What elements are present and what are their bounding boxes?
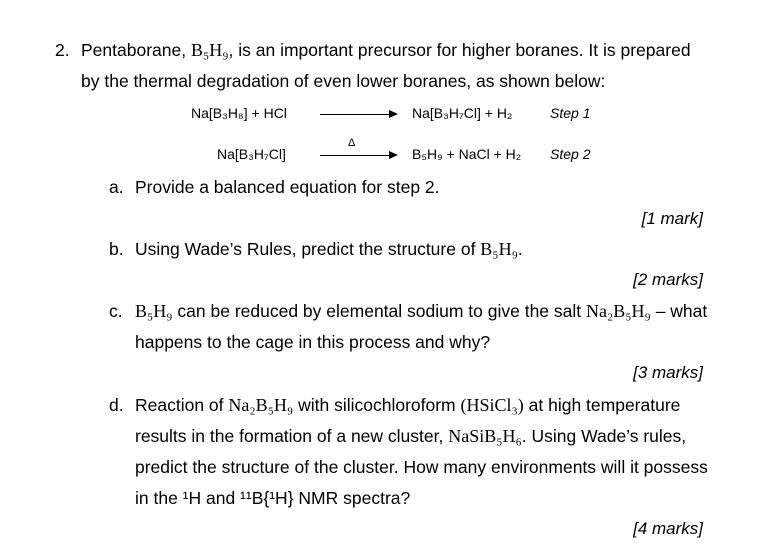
question-intro-line-2: by the thermal degradation of even lower boranes, as shown below: xyxy=(81,71,606,91)
part-a-text: Provide a balanced equation for step 2. xyxy=(135,177,440,197)
part-c-line-2: happens to the cage in this process and why? xyxy=(135,332,491,352)
formula-b5h9: B₅H₉ xyxy=(190,40,229,60)
part-b-letter: b. xyxy=(109,239,124,259)
step-2-label: Step 2 xyxy=(550,146,591,162)
heat-delta-symbol: Δ xyxy=(348,137,356,149)
part-d-line-1 xyxy=(135,395,680,416)
part-d-line-3: predict the structure of the cluster. How many environments will it possess xyxy=(135,457,708,477)
formula-b5h9: B₅H₉ xyxy=(480,239,518,259)
part-b-text-b: . xyxy=(517,239,523,259)
part-d-letter: d. xyxy=(109,395,124,415)
part-d-text: Reaction of xyxy=(135,395,229,415)
part-c-text-2: – what xyxy=(650,301,708,321)
part-d-text: at high temperature xyxy=(523,395,681,415)
part-b-text xyxy=(135,239,523,260)
part-c-line-1 xyxy=(135,301,707,322)
part-a-letter: a. xyxy=(109,177,124,197)
formula-na2b5h9: Na₂B₅H₉ xyxy=(228,395,294,415)
part-d-marks: [4 marks] xyxy=(633,519,703,538)
part-c-text-1: can be reduced by elemental sodium to give the salt xyxy=(172,301,586,321)
reaction-1-reactants: Na[B₃H₈] + HCl xyxy=(191,105,287,121)
part-b-text-a: Using Wade’s Rules, predict the structure of xyxy=(135,239,481,259)
formula-b5h9: B₅H₉ xyxy=(135,301,173,321)
part-d-line-2 xyxy=(135,426,686,447)
part-d-line-4: in the ¹H and ¹¹B{¹H} NMR spectra? xyxy=(135,488,411,508)
reaction-arrow-2 xyxy=(320,155,396,156)
formula-nasib5h6: NaSiB₅H₆ xyxy=(448,426,522,446)
question-intro-line-1 xyxy=(81,40,691,61)
step-1-label: Step 1 xyxy=(550,105,591,121)
formula-hsicl3: (HSiCl₃) xyxy=(460,395,524,415)
question-number: 2. xyxy=(55,40,70,60)
part-a-marks: [1 mark] xyxy=(641,209,703,228)
part-d-text: . Using Wade’s rules, xyxy=(521,426,687,446)
reaction-2-products: B₅H₉ + NaCl + H₂ xyxy=(412,146,522,162)
intro-text: , is an important precursor for higher boranes. It is prepared xyxy=(228,40,691,60)
part-d-text: results in the formation of a new cluster, xyxy=(135,426,449,446)
intro-text: Pentaborane, xyxy=(81,40,191,60)
formula-na2b5h9: Na₂B₅H₉ xyxy=(586,301,651,321)
reaction-1-products: Na[B₃H₇Cl] + H₂ xyxy=(412,105,513,121)
part-b-marks: [2 marks] xyxy=(633,270,703,289)
reaction-arrow-1 xyxy=(320,114,396,115)
part-c-marks: [3 marks] xyxy=(633,363,703,382)
reaction-2-reactants: Na[B₃H₇Cl] xyxy=(217,146,286,162)
part-c-letter: c. xyxy=(109,301,123,321)
part-d-text: with silicochloroform xyxy=(293,395,461,415)
